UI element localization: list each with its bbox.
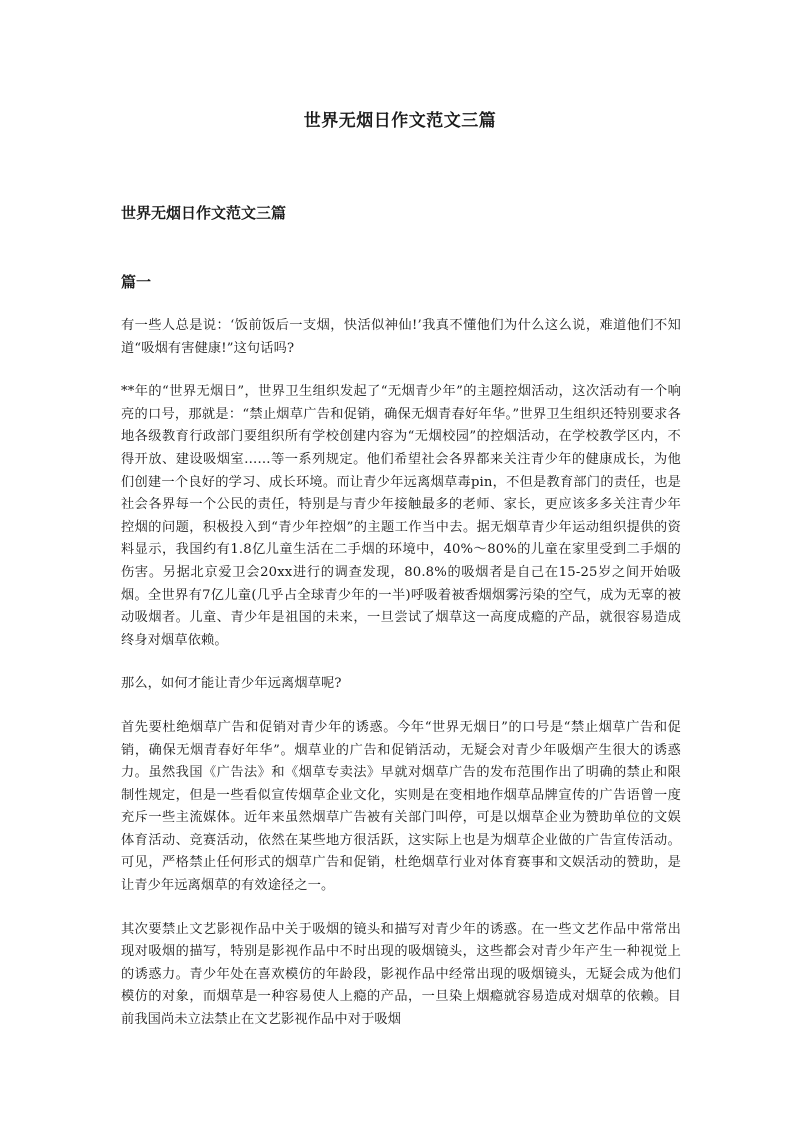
paragraph-4: 首先要杜绝烟草广告和促销对青少年的诱惑。今年“世界无烟日”的口号是“禁止烟草广告和促销，确保无烟青春好年华”。烟草业的广告和促销活动，无疑会对青少年吸烟产生很大的诱惑力。虽然我国《广告法》和《烟草专卖法》早就对烟草广告的发布范围作出了明确的禁止和限制性规定，但是一些看似宣传烟草企业文化，实则是在变相地作烟草品牌宣传的广告语曾一度充斥一些主流媒体。近年来虽然烟草广告被有关部门叫停，可是以烟草企业为赞助单位的文娱体育活动、竞赛活动，依然在某些地方很活跃，这实际上也是为烟草企业做的广告宣传活动。可见，严格禁止任何形式的烟草广告和促销，杜绝烟草行业对体育赛事和文娱活动的赞助，是让青少年远离烟草的有效途径之一。	[121, 719, 681, 894]
document-body	[121, 200, 681, 1053]
paragraph-1: 有一些人总是说：‘饭前饭后一支烟，快活似神仙!’我真不懂他们为什么这么说，难道他们不知道“吸烟有害健康!”这句话吗?	[121, 318, 681, 356]
section-heading: 篇一	[121, 273, 152, 291]
paragraph-5: 其次要禁止文艺影视作品中关于吸烟的镜头和描写对青少年的诱惑。在一些文艺作品中常常出现对吸烟的描写，特别是影视作品中不时出现的吸烟镜头，这些都会对青少年产生一种视觉上的诱惑力。青少年处在喜欢模仿的年龄段，影视作品中经常出现的吸烟镜头，无疑会成为他们模仿的对象，而烟草是一种容易使人上瘾的产品，一旦染上烟瘾就容易造成对烟草的依赖。目前我国尚未立法禁止在文艺影视作品中对于吸烟	[121, 921, 681, 1028]
document-subtitle: 世界无烟日作文范文三篇	[121, 204, 287, 222]
paragraph-2: **年的“世界无烟日”，世界卫生组织发起了“无烟青少年”的主题控烟活动，这次活动有一个响亮的口号，那就是：“禁止烟草广告和促销，确保无烟青春好年华。”世界卫生组织还特别要求各地各级教育行政部门要组织所有学校创建内容为“无烟校园”的控烟活动，在学校教学区内，不得开放、建设吸烟室……等一系列规定。他们希望社会各界都来关注青少年的健康成长，为他们创建一个良好的学习、成长环境。而让青少年远离烟草毒pin，不但是教育部门的责任，也是社会各界每一个公民的责任，特别是与青少年接触最多的老师、家长，更应该多多关注青少年控烟的问题，积极投入到“青少年控烟”的主题工作当中去。据无烟草青少年运动组织提供的资料显示，我国约有1.8亿儿童生活在二手烟的环境中，40%～80%的儿童在家里受到二手烟的伤害。另据北京爱卫会20xx进行的调查发现，80.8%的吸烟者是自己在15-25岁之间开始吸烟。全世界有7亿儿童(几乎占全球青少年的一半)呼吸着被香烟烟雾污染的空气，成为无辜的被动吸烟者。儿童、青少年是祖国的未来，一旦尝试了烟草这一高度成瘾的产品，就很容易造成终身对烟草依赖。	[121, 384, 681, 648]
document-title: 世界无烟日作文范文三篇	[303, 111, 497, 131]
paragraph-3: 那么，如何才能让青少年远离烟草呢?	[121, 676, 342, 692]
